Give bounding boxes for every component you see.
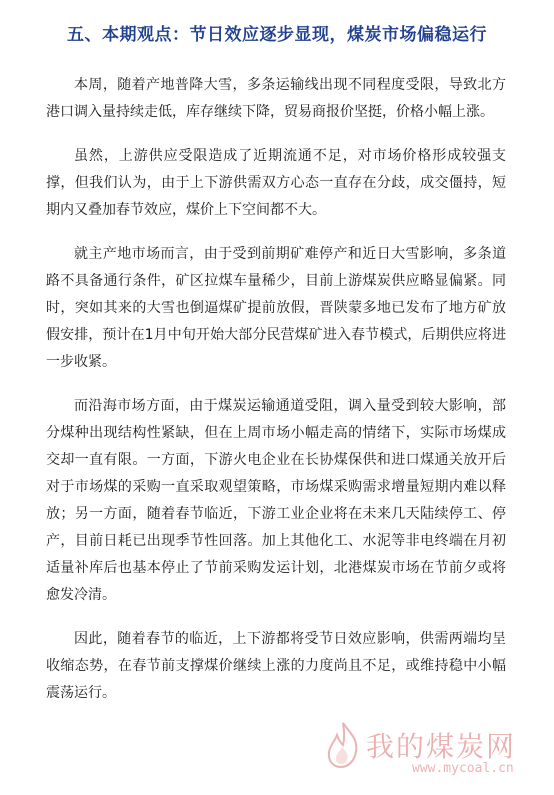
paragraph-4: 而沿海市场方面，由于煤炭运输通道受阻，调入量受到较大影响，部分煤种出现结构性紧缺，但在上周市场小幅走高的情绪下，实际市场煤成交却一直有限。一方面，下游火电企业在长协煤保供和进口煤通关放开后对于市场煤的采购一直采取观望策略，市场煤采购需求增量短期内难以释放；另一方面，随着春节临近，下游工业企业将在未来几天陆续停工、停产，目前日耗已出现季节性回落。加上其他化工、水泥等非电终端在月初适量补库后也基本停止了节前采购发运计划，北港煤炭市场在节前夕或将愈发冷清。 [46, 398, 506, 603]
paragraph-5: 因此，随着春节的临近，上下游都将受节日效应影响，供需两端均呈收缩态势，在春节前支撑煤价继续上涨的力度尚且不足，或维持稳中小幅震荡运行。 [46, 631, 506, 701]
watermark-text: 我的煤炭网 [366, 730, 517, 763]
flame-logo-icon [324, 721, 362, 769]
watermark-url: www.mycoal.cn [412, 761, 514, 776]
section-title: 五、本期观点：节日效应逐步显现，煤炭市场偏稳运行 [67, 25, 487, 45]
paragraph-3: 就主产地市场而言，由于受到前期矿难停产和近日大雪影响，多条道路不具备通行条件，矿区拉煤车量稀少，目前上游煤炭供应略显偏紧。同时，突如其来的大雪也倒逼煤矿提前放假，晋陕蒙多地已发布了地方矿放假安排，预计在1月中旬开始大部分民营煤矿进入春节模式，后期供应将进一步收紧。 [46, 246, 506, 370]
paragraph-2: 虽然，上游供应受限造成了近期流通不足，对市场价格形成较强支撑，但我们认为，由于上下游供需双方心态一直存在分歧，成交僵持，短期内又叠加春节效应，煤价上下空间都不大。 [46, 148, 506, 218]
paragraph-1: 本周，随着产地普降大雪，多条运输线出现不同程度受限，导致北方港口调入量持续走低，库存继续下降，贸易商报价坚挺，价格小幅上涨。 [46, 77, 506, 120]
article-body [46, 72, 506, 724]
watermark [320, 717, 540, 787]
